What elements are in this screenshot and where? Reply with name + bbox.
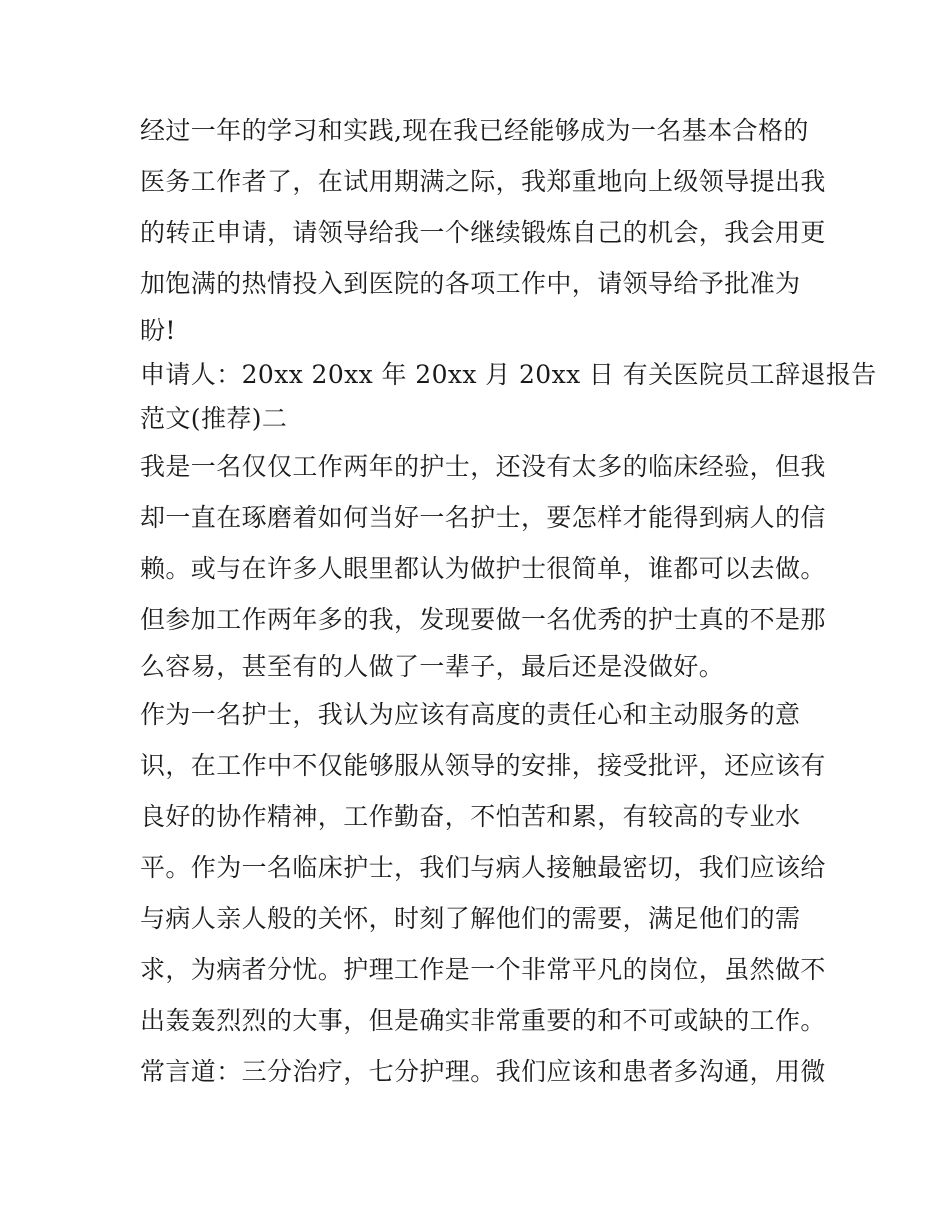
text-line: 平。作为一名临床护士，我们与病人接触最密切，我们应该给	[140, 853, 826, 882]
text-line: 加饱满的热情投入到医院的各项工作中，请领导给予批准为	[140, 269, 801, 298]
text-line: 与病人亲人般的关怀，时刻了解他们的需要，满足他们的需	[140, 904, 801, 933]
text-line: 盼!	[140, 316, 176, 345]
text-line: 我是一名仅仅工作两年的护士，还没有太多的临床经验，但我	[140, 452, 826, 481]
text-line: 却一直在琢磨着如何当好一名护士，要怎样才能得到病人的信	[140, 503, 826, 532]
text-line: 申请人：20xx 20xx 年 20xx 月 20xx 日 有关医院员工辞退报告	[140, 360, 877, 389]
text-line: 识，在工作中不仅能够服从领导的安排，接受批评，还应该有	[140, 751, 826, 780]
text-line: 作为一名护士，我认为应该有高度的责任心和主动服务的意	[140, 700, 801, 729]
text-line: 赖。或与在许多人眼里都认为做护士很简单，谁都可以去做。	[140, 554, 826, 583]
text-line: 的转正申请，请领导给我一个继续锻炼自己的机会，我会用更	[140, 218, 826, 247]
document-body	[140, 105, 877, 1097]
text-line: 么容易，甚至有的人做了一辈子，最后还是没做好。	[140, 652, 725, 681]
text-line: 常言道：三分治疗，七分护理。我们应该和患者多沟通，用微	[140, 1057, 826, 1086]
text-line: 范文(推荐)二	[140, 404, 288, 433]
text-line: 良好的协作精神，工作勤奋，不怕苦和累，有较高的专业水	[140, 802, 801, 831]
text-line: 求，为病者分忧。护理工作是一个非常平凡的岗位，虽然做不	[140, 955, 826, 984]
text-line: 医务工作者了，在试用期满之际，我郑重地向上级领导提出我	[140, 167, 826, 196]
text-line: 但参加工作两年多的我，发现要做一名优秀的护士真的不是那	[140, 605, 826, 634]
text-line: 出轰轰烈烈的大事，但是确实非常重要的和不可或缺的工作。	[140, 1006, 826, 1035]
text-line: 经过一年的学习和实践,现在我已经能够成为一名基本合格的	[140, 116, 809, 145]
